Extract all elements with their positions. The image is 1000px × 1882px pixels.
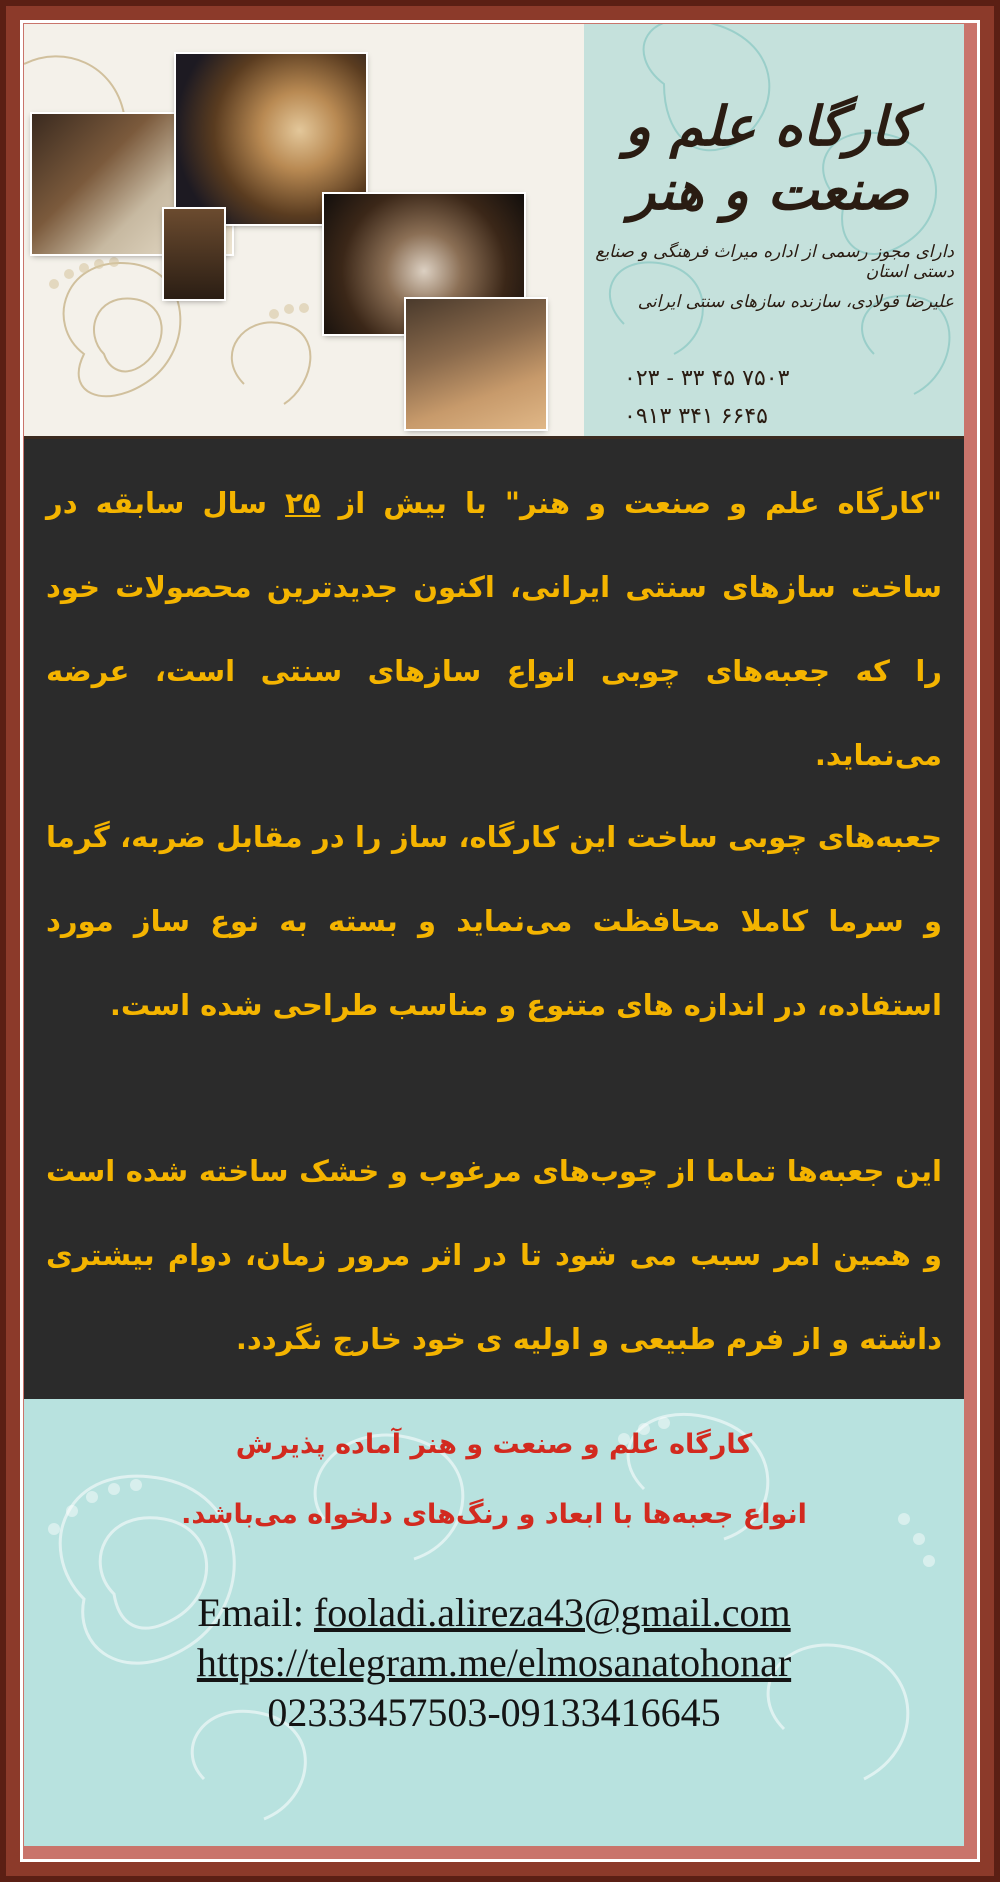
contact-footer xyxy=(24,1399,964,1846)
phone-mobile: ۰۹۱۳ ۳۴۱ ۶۶۴۵ xyxy=(624,404,768,429)
paragraph-material: این جعبه‌ها تماما از چوب‌های مرغوب و خشک ساخته شده است و همین امر سبب می شود تا در اثر مرور زمان، دوام بیشتری داشته و از فرم طبیعی و اولیه ی خود خارج نگردد. xyxy=(46,1154,942,1356)
footer-offer-line1: کارگاه علم و صنعت و هنر آماده پذیرش xyxy=(235,1429,753,1460)
workshop-title: کارگاه علم و صنعت و هنر xyxy=(624,94,914,222)
phone-landline: ۰۲۳ - ۳۳ ۴۵ ۷۵۰۳ xyxy=(624,366,790,391)
workshop-photo-tools xyxy=(406,299,546,429)
paragraph-intro-start: "کارگاه علم و صنعت و هنر" با بیش از xyxy=(320,486,942,520)
paragraph-intro xyxy=(46,461,942,797)
phones-row: 02333457503-09133416645 xyxy=(267,1690,721,1735)
email-link[interactable]: fooladi.alireza43@gmail.com xyxy=(313,1590,791,1635)
footer-offer-line2: انواع جعبه‌ها با ابعاد و رنگ‌های دلخواه می‌باشد. xyxy=(181,1499,807,1530)
years-number: ۲۵ xyxy=(285,486,321,520)
phone-mobile-wrap xyxy=(624,404,768,429)
instrument-photo-detail xyxy=(164,209,224,299)
paragraph-protection: جعبه‌های چوبی ساخت این کارگاه، ساز را در مقابل ضربه، گرما و سرما کاملا محافظت می‌نماید و بسته به نوع ساز مورد استفاده، در اندازه های متنوع و مناسب طراحی شده است. xyxy=(46,820,942,1022)
telegram-link[interactable]: https://telegram.me/elmosanatohonar xyxy=(196,1640,792,1685)
phone-landline-wrap xyxy=(624,366,789,391)
license-text: دارای مجوز رسمی از اداره میراث فرهنگی و صنایع دستی استان xyxy=(595,242,954,282)
maker-text: علیرضا فولادی، سازنده سازهای سنتی ایرانی xyxy=(637,292,954,312)
header-banner xyxy=(24,24,964,439)
poster-content xyxy=(24,24,964,1846)
email-label: Email: xyxy=(197,1590,314,1635)
telegram-row xyxy=(24,1639,964,1686)
email-row xyxy=(24,1589,964,1636)
description-panel xyxy=(24,439,964,1399)
paragraph-intro-end: سال سابقه در ساخت سازهای سنتی ایرانی، اکنون جدیدترین محصولات خود را که جعبه‌های چوبی انواع سازهای سنتی است، عرضه می‌نماید. xyxy=(46,486,942,772)
